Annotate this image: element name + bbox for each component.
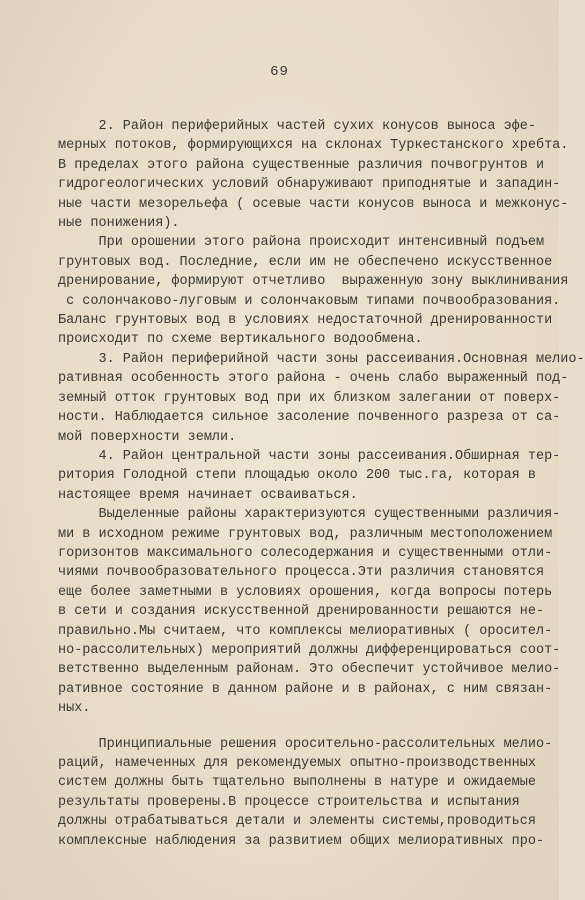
text-line: 2. Район периферийных частей сухих конусов выноса эфе- (58, 119, 536, 134)
text-line: но-рассолительных) мероприятий должны дифференцироваться соот- (58, 642, 561, 658)
text-line: ритория Голодной степи площадью около 200 тыс.га, которая в (58, 468, 536, 484)
paragraph-gap (58, 719, 528, 735)
text-line: дренирование, формируют отчетливо выраженную зону выклинивания (58, 274, 569, 290)
text-line: правильно.Мы считаем, что комплексы мелиоративных ( оросител- (58, 623, 553, 639)
text-line: должны отрабатываться детали и элементы системы,проводиться (58, 814, 536, 830)
text-line: В пределах этого района существенные различия почвогрунтов и (58, 157, 545, 173)
text-line: ности. Наблюдается сильное засоление почвенного разреза от са- (58, 410, 561, 426)
text-line: горизонтов максимального солесодержания и существенными отли- (58, 545, 553, 561)
text-line: еще более заметными в условиях орошения, когда вопросы потерь (58, 584, 553, 600)
text-line: 4. Район центральной части зоны рассеивания.Обширная тер- (58, 448, 561, 464)
paragraph (58, 505, 561, 718)
text-line: комплексные наблюдения за развитием общих мелиоративных про- (58, 833, 545, 849)
paragraph (58, 117, 569, 233)
text-line: 3. Район периферийной части зоны рассеивания.Основная мелио- (58, 351, 585, 367)
text-line: При орошении этого района происходит интенсивный подъем (58, 235, 545, 251)
body-text (58, 117, 585, 851)
text-line: Принципиальные решения оросительно-рассолительных мелио- (58, 736, 553, 752)
text-line: ветственно выделенным районам. Это обеспечит устойчивое мелио- (58, 662, 561, 678)
text-line: ные понижения). (58, 216, 180, 232)
text-line: грунтовых вод. Последние, если им не обеспечено искусственное (58, 254, 553, 270)
text-line: ные части мезорельефа ( осевые части конусов выноса и межконус- (58, 196, 569, 212)
text-line: раций, намеченных для рекомендуемых опытно-производственных (58, 756, 536, 771)
text-line: результаты проверены.В процессе строительства и испытания (58, 794, 520, 810)
text-line: с солончаково-луговым и солончаковым типами почвообразования. (58, 293, 561, 309)
text-line: Баланс грунтовых вод в условиях недостаточной дренированности (58, 313, 553, 329)
paragraph (58, 233, 569, 349)
text-line: мой поверхности земли. (58, 429, 237, 445)
text-line: в сети и создания искусственной дренированности решаются не- (58, 604, 545, 620)
text-line: ративная особенность этого района - очень слабо выраженный под- (58, 371, 569, 387)
text-line: земный отток грунтовых вод при их близком залегании от поверх- (58, 390, 561, 406)
text-line: Выделенные районы характеризуются существенными различия- (58, 507, 561, 523)
text-line: чиями почвообразовательного процесса.Эти различия становятся (58, 565, 545, 581)
text-line: систем должны быть тщательно выполнены в натуре и ожидаемые (58, 775, 536, 791)
text-line: ных. (58, 701, 91, 717)
paragraph (58, 350, 585, 447)
paragraph (58, 735, 553, 851)
text-line: настоящее время начинает осваиваться. (58, 487, 358, 503)
text-line: гидрогеологических условий обнаруживают приподнятые и западин- (58, 177, 561, 193)
text-line: ративное состояние в данном районе и в районах, с ним связан- (58, 681, 553, 697)
paragraph (58, 447, 561, 505)
text-line: происходит по схеме вертикального водообмена. (58, 332, 423, 348)
page-number: 69 (270, 64, 289, 80)
text-line: мерных потоков, формирующихся на склонах Туркестанского хребта. (58, 138, 569, 154)
text-line: ми в исходном режиме грунтовых вод, различным местоположением (58, 526, 553, 542)
